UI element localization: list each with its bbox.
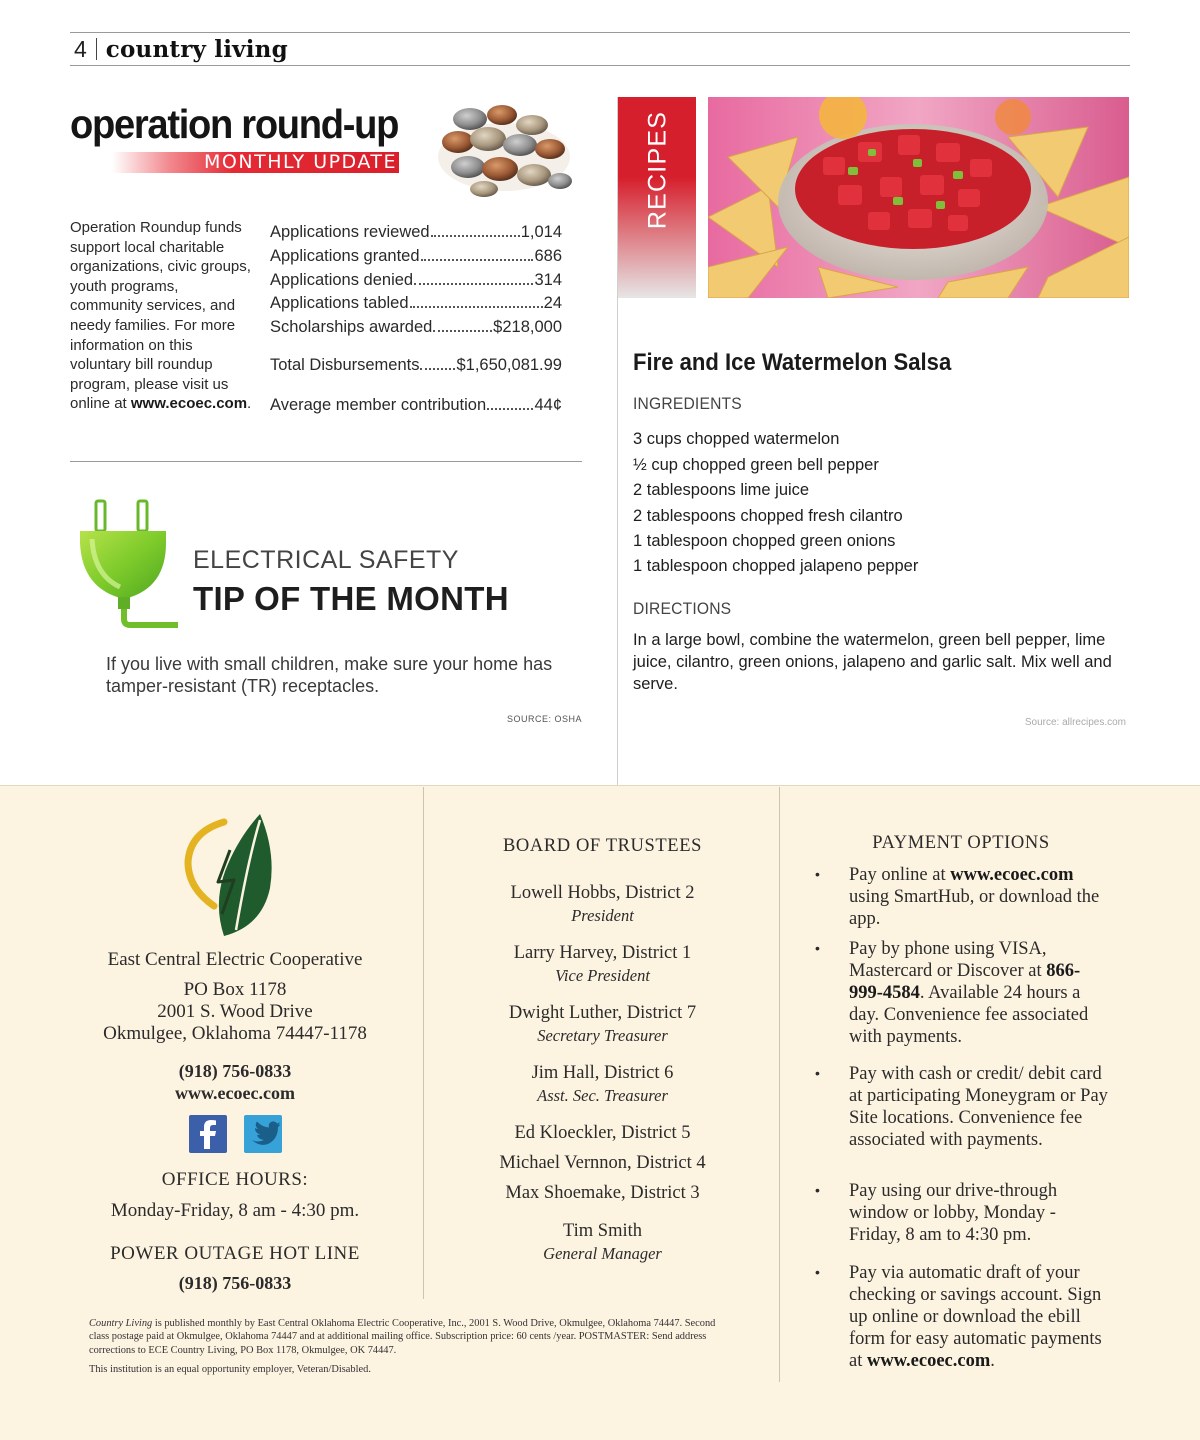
bullet: •: [815, 1264, 820, 1280]
publication-title: country living: [105, 35, 288, 63]
stat-value: 24: [543, 294, 562, 312]
coop-po-box: PO Box 1178: [183, 979, 287, 1000]
publication-name: Country Living: [89, 1318, 153, 1329]
stat-value: 686: [534, 247, 562, 265]
dot-leader: [410, 306, 543, 308]
payment-option-phone: [849, 938, 1111, 1048]
stat-label: Applications tabled: [270, 294, 409, 312]
general-manager-name: Tim Smith: [562, 1221, 642, 1241]
roundup-description: [70, 218, 255, 414]
dot-leader: [420, 368, 455, 370]
ingredient-item: 1 tablespoon chopped jalapeno pepper: [633, 557, 919, 575]
header-divider: [96, 38, 97, 60]
stat-value: 314: [534, 271, 562, 289]
trustee-name: Jim Hall, District 6: [531, 1063, 674, 1083]
roundup-description-end: .: [247, 395, 252, 413]
safety-overline: ELECTRICAL SAFETY: [193, 546, 459, 574]
outage-phone[interactable]: (918) 756-0833: [178, 1273, 292, 1293]
page-number: 4: [74, 35, 87, 62]
ingredient-item: 1 tablespoon chopped green onions: [633, 532, 896, 550]
page-header: [74, 33, 288, 65]
roundup-subtitle: MONTHLY UPDATE: [204, 151, 397, 173]
directions-heading: DIRECTIONS: [633, 599, 732, 618]
trustee-name: Ed Kloeckler, District 5: [514, 1123, 691, 1143]
recipe-title: Fire and Ice Watermelon Salsa: [633, 349, 952, 376]
payment-website-link[interactable]: www.ecoec.com: [866, 1351, 991, 1371]
payment-text: . Available 24 hours a day. Convenience fee associated with payments.: [849, 983, 1089, 1047]
safety-tip: If you live with small children, make sure your home has tamper-resistant (TR) receptacles.: [106, 654, 553, 696]
stat-row: [270, 356, 562, 375]
general-manager-role: General Manager: [543, 1244, 662, 1263]
payment-text: Pay via automatic draft of your checking or savings account. Sign up online or download the ebill form for easy automatic payments at: [849, 1263, 1102, 1371]
coop-website[interactable]: www.ecoec.com: [175, 1083, 295, 1103]
roundup-title: operation round-up: [70, 101, 399, 147]
payment-option-drive-through: Pay using our drive-through window or lobby, Monday - Friday, 8 am to 4:30 pm.: [849, 1181, 1058, 1245]
section-divider: [70, 461, 582, 462]
trustee-role: Vice President: [555, 966, 650, 985]
board-heading: BOARD OF TRUSTEES: [502, 836, 702, 856]
bullet: •: [815, 1065, 820, 1081]
dot-leader: [414, 283, 533, 285]
office-hours: Monday-Friday, 8 am - 4:30 pm.: [110, 1200, 360, 1221]
roundup-description-text: Operation Roundup funds support local charitable organizations, civic groups, youth programs, community services, and needy families. For more information on this voluntary bill roundup program, please visit us online at: [70, 219, 251, 413]
stat-value: $218,000: [493, 318, 562, 336]
recipe-source: Source: allrecipes.com: [1024, 717, 1126, 728]
salsa-photo: [708, 97, 1129, 298]
trustee-role: Secretary Treasurer: [537, 1026, 668, 1045]
payment-website-link[interactable]: www.ecoec.com: [950, 865, 1074, 885]
bullet: •: [815, 940, 820, 956]
payment-heading: PAYMENT OPTIONS: [872, 833, 1050, 853]
payment-text: Pay by phone using VISA, Mastercard or Discover at: [849, 939, 1047, 981]
ingredient-item: ½ cup chopped green bell pepper: [633, 456, 879, 474]
bullet: •: [815, 866, 820, 882]
twitter-icon[interactable]: [244, 1115, 282, 1153]
dot-leader: [421, 259, 534, 261]
stat-label: Total Disbursements: [270, 356, 420, 374]
payment-text: using SmartHub, or download the app.: [849, 887, 1100, 929]
trustee-name: Dwight Luther, District 7: [508, 1003, 697, 1023]
stat-row: [270, 396, 562, 415]
trustee-name: Max Shoemake, District 3: [505, 1183, 700, 1203]
facebook-icon[interactable]: [189, 1115, 227, 1153]
footer-divider-left: [423, 787, 424, 1299]
footer-divider-right: [779, 787, 780, 1382]
coop-city: Okmulgee, Oklahoma 74447-1178: [103, 1023, 367, 1044]
trustee-name: Lowell Hobbs, District 2: [510, 883, 695, 903]
colophon: [89, 1317, 729, 1357]
payment-option-auto-draft: [849, 1262, 1111, 1372]
coop-phone[interactable]: (918) 756-0833: [178, 1061, 292, 1081]
ingredient-item: 3 cups chopped watermelon: [633, 430, 840, 448]
outage-heading: POWER OUTAGE HOT LINE: [110, 1243, 360, 1264]
payment-option-cash: Pay with cash or credit/ debit card at participating Moneygram or Pay Site locations. Convenience fee associated with payments.: [849, 1064, 1108, 1150]
safety-title: TIP OF THE MONTH: [193, 580, 509, 617]
office-hours-heading: OFFICE HOURS:: [161, 1169, 309, 1190]
stat-value: $1,650,081.99: [456, 356, 562, 374]
payment-text: Pay online at: [849, 865, 951, 885]
stat-label: Applications reviewed: [270, 223, 430, 241]
stat-row: [270, 247, 562, 266]
trustee-name: Michael Vernnon, District 4: [499, 1153, 706, 1173]
stat-label: Applications denied: [270, 271, 414, 289]
coop-street: 2001 S. Wood Drive: [157, 1001, 313, 1022]
stat-row: [270, 318, 562, 337]
recipe-directions: In a large bowl, combine the watermelon, green bell pepper, lime juice, cilantro, green onions, jalapeno and garlic salt. Mix well and serve.: [633, 631, 1112, 693]
safety-source: SOURCE: OSHA: [506, 714, 582, 724]
payment-text: .: [990, 1351, 995, 1371]
payment-option-online: [849, 864, 1111, 930]
equal-opportunity-statement: This institution is an equal opportunity employer, Veteran/Disabled.: [89, 1364, 371, 1375]
stat-row: [270, 271, 562, 290]
trustee-role: President: [571, 906, 634, 925]
stat-value: 44¢: [534, 396, 562, 414]
trustee-name: Larry Harvey, District 1: [513, 943, 692, 963]
ingredients-heading: INGREDIENTS: [633, 394, 742, 413]
payment-phone-number[interactable]: 866-999-4584: [849, 961, 1081, 1003]
coop-name: East Central Electric Cooperative: [107, 949, 363, 970]
bullet: •: [815, 1182, 820, 1198]
dot-leader: [431, 235, 520, 237]
roundup-website-link[interactable]: www.ecoec.com: [130, 395, 248, 413]
stat-row: [270, 223, 562, 242]
stat-value: 1,014: [520, 223, 562, 241]
coins-photo: [432, 97, 576, 201]
trustee-role: Asst. Sec. Treasurer: [537, 1086, 668, 1105]
stat-label: Average member contribution: [270, 396, 487, 414]
recipes-label: RECIPES: [643, 110, 672, 230]
colophon-text: is published monthly by East Central Oklahoma Electric Cooperative, Inc., 2001 S. Wood Drive, Okmulgee, Oklahoma 74447. Second class postage paid at Okmulgee, Oklahoma 74447 and at additional mailing office. Subscription price: 60 cents /year. POSTMASTER: Send address corrections to ECE Country Living, PO Box 1178, Okmulgee, OK 74447.: [89, 1318, 716, 1356]
stat-row: [270, 294, 562, 313]
stat-label: Scholarships awarded: [270, 318, 433, 336]
cooperative-logo: [184, 810, 276, 938]
stat-label: Applications granted: [270, 247, 420, 265]
ingredient-item: 2 tablespoons lime juice: [633, 481, 810, 499]
dot-leader: [487, 408, 533, 410]
dot-leader: [433, 330, 492, 332]
roundup-subtitle-banner: [112, 152, 399, 173]
plug-icon: [70, 497, 180, 642]
header-bottom-rule: [70, 65, 1130, 66]
ingredient-item: 2 tablespoons chopped fresh cilantro: [633, 507, 903, 525]
